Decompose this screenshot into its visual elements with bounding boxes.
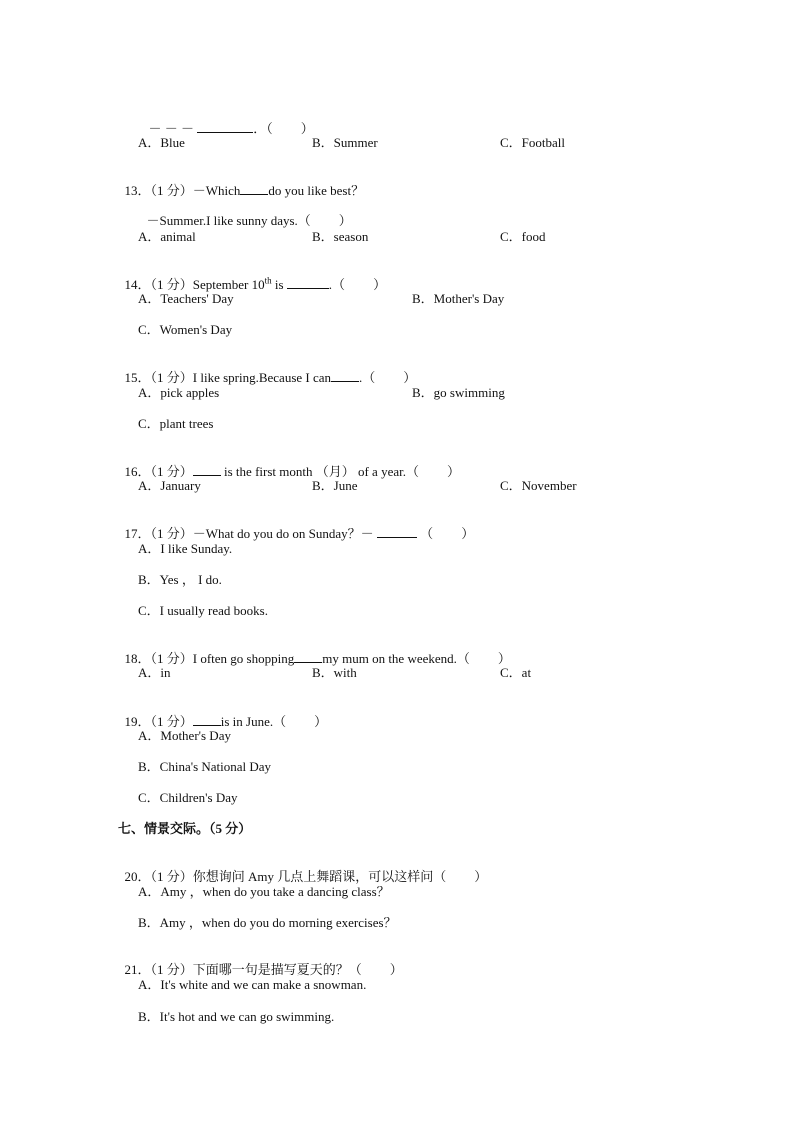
q20-number: 20．（1 分） — [124, 869, 193, 884]
q19-paren-close: ） — [314, 714, 328, 729]
q20-paren-close: ） — [474, 869, 488, 884]
q13-option-b[interactable]: B．season — [312, 229, 369, 244]
q15-option-b[interactable]: B．go swimming — [412, 385, 505, 400]
answer-blank[interactable] — [240, 182, 268, 195]
q18-stem — [118, 634, 511, 667]
q13-text-a: －Which — [192, 183, 241, 198]
q13-option-c[interactable]: C．food — [500, 229, 546, 244]
q12-paren-open: ．（ — [253, 121, 273, 136]
q17-number: 17．（1 分） — [124, 526, 193, 541]
q16-text: is the first month （月） of a year.（ — [220, 464, 419, 479]
q15-option-a[interactable]: A．pick apples — [138, 385, 220, 400]
q14-number: 14．（1 分） — [124, 277, 193, 292]
q14-option-c[interactable]: C．Women's Day — [138, 322, 233, 337]
q19-option-b[interactable]: B．China's National Day — [138, 759, 272, 774]
q14-option-a[interactable]: A．Teachers' Day — [138, 291, 234, 306]
q16-number: 16．（1 分） — [124, 464, 193, 479]
q16-option-b[interactable]: B．June — [312, 478, 358, 493]
q16-option-c[interactable]: C．November — [500, 478, 577, 493]
q13-text-b: do you like best？ — [268, 183, 365, 198]
q18-text-a: I often go shopping — [192, 651, 295, 666]
q12-paren-close: ） — [300, 121, 314, 136]
q13-stem — [118, 166, 364, 199]
answer-blank[interactable] — [377, 525, 417, 538]
answer-blank[interactable] — [331, 369, 359, 382]
answer-blank[interactable] — [197, 120, 253, 133]
q14-stem — [118, 260, 386, 293]
q13-paren-close: ） — [338, 213, 352, 228]
q16-stem — [118, 447, 460, 480]
q15-option-c[interactable]: C．plant trees — [138, 416, 214, 431]
q17-paren-close: ） — [461, 526, 475, 541]
q20-option-a[interactable]: A．Amy ，when do you take a dancing class？ — [138, 884, 390, 899]
q12-stem — [142, 104, 314, 137]
q19-number: 19．（1 分） — [124, 714, 193, 729]
q21-text: 下面哪一句是描写夏天的？（ — [192, 962, 362, 977]
answer-blank[interactable] — [287, 276, 329, 289]
q19-text: is in June.（ — [220, 714, 287, 729]
q13-number: 13．（1 分） — [124, 183, 193, 198]
q18-option-c[interactable]: C．at — [500, 665, 532, 680]
q15-number: 15．（1 分） — [124, 370, 193, 385]
q13-line2 — [140, 197, 352, 229]
q12-option-b[interactable]: B．Summer — [312, 135, 378, 150]
q12-option-a[interactable]: A．Blue — [138, 135, 185, 150]
q19-stem — [118, 697, 327, 730]
q14-option-b[interactable]: B．Mother's Day — [412, 291, 505, 306]
q19-option-c[interactable]: C．Children's Day — [138, 790, 238, 805]
answer-blank[interactable] — [193, 463, 221, 476]
q21-option-a[interactable]: A．It's white and we can make a snowman. — [138, 977, 367, 992]
q15-paren-open: .（ — [359, 370, 376, 385]
q21-paren-close: ） — [389, 962, 403, 977]
q18-text-b: my mum on the weekend.（ — [322, 651, 470, 666]
q17-stem — [118, 509, 474, 542]
q17-paren-open: （ — [420, 526, 434, 541]
q20-option-b[interactable]: B．Amy ，when do you do morning exercises？ — [138, 915, 397, 930]
q16-paren-close: ） — [446, 464, 460, 479]
q17-option-b[interactable]: B．Yes ， I do. — [138, 572, 222, 587]
q14-superscript: th — [264, 275, 272, 286]
answer-blank[interactable] — [294, 650, 322, 663]
q18-number: 18．（1 分） — [124, 651, 193, 666]
q21-option-b[interactable]: B．It's hot and we can go swimming. — [138, 1009, 335, 1024]
q21-number: 21．（1 分） — [124, 962, 193, 977]
q18-paren-close: ） — [497, 651, 511, 666]
q19-option-a[interactable]: A．Mother's Day — [138, 728, 231, 743]
q14-text-b: is — [271, 277, 287, 292]
q13-response: －Summer.I like sunny days.（ — [146, 213, 311, 228]
q12-stem-prefix: － － － — [148, 121, 195, 136]
q17-option-a[interactable]: A．I like Sunday. — [138, 541, 233, 556]
q12-option-c[interactable]: C．Football — [500, 135, 566, 150]
q18-option-b[interactable]: B．with — [312, 665, 357, 680]
q13-option-a[interactable]: A．animal — [138, 229, 196, 244]
q15-stem — [118, 353, 416, 386]
q18-option-a[interactable]: A．in — [138, 665, 171, 680]
q21-stem — [118, 946, 403, 978]
q15-paren-close: ） — [403, 370, 417, 385]
q20-stem — [118, 853, 487, 885]
q14-text-a: September 10 — [192, 277, 265, 292]
q17-text: －What do you do on Sunday？－ — [192, 526, 374, 541]
q14-paren-close: ） — [373, 277, 387, 292]
q16-option-a[interactable]: A．January — [138, 478, 201, 493]
q14-paren-open: .（ — [328, 277, 346, 292]
q15-text-a: I like spring.Because I can — [192, 370, 332, 385]
q17-option-c[interactable]: C．I usually read books. — [138, 603, 268, 618]
q20-text: 你想询问 Amy 几点上舞蹈课，可以这样问（ — [192, 869, 447, 884]
section-heading: 七、情景交际。（5 分） — [118, 821, 252, 836]
answer-blank[interactable] — [193, 713, 221, 726]
